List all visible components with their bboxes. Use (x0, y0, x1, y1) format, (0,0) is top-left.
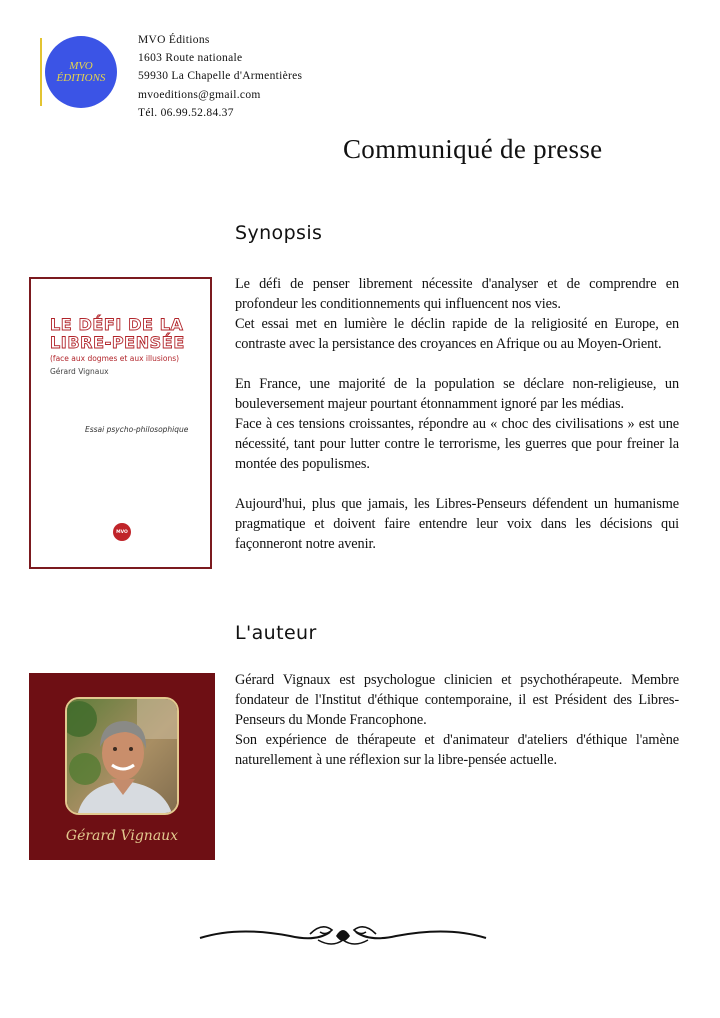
author-signature: Gérard Vignaux (65, 828, 179, 844)
logo-accent-bar (40, 38, 42, 106)
synopsis-paragraph: Cet essai met en lumière le déclin rapide de la religiosité en Europe, en contraste avec la persistance des croyances en Afrique ou au Moyen-Orient. (235, 316, 679, 352)
book-subtitle: (face aux dogmes et aux illusions) (50, 354, 180, 363)
book-genre: Essai psycho-philosophique (85, 425, 189, 434)
logo-circle (45, 36, 117, 108)
author-portrait-icon (67, 699, 179, 815)
synopsis-paragraph: Le défi de penser librement nécessite d'analyser et de comprendre en profondeur les conditionnements qui influencent nos vies. (235, 276, 679, 312)
publisher-badge-icon: MVO (113, 523, 131, 541)
book-title-line2: LIBRE-PENSÉE (50, 333, 185, 352)
book-title (50, 316, 185, 352)
publisher-email[interactable]: mvoeditions@gmail.com (138, 88, 261, 101)
publisher-phone: Tél. 06.99.52.84.37 (138, 106, 234, 119)
page-title: Communiqué de presse (343, 134, 603, 164)
flourish-divider (198, 918, 488, 952)
book-title-line1: LE DÉFI DE LA (50, 315, 184, 334)
author-heading: L'auteur (235, 622, 317, 644)
synopsis-text (235, 274, 679, 554)
synopsis-paragraph: Face à ces tensions croissantes, répondre au « choc des civilisations » est une nécessité, tant pour lutter contre le terrorisme, les guerres que pour freiner la montée des populismes. (235, 416, 679, 472)
author-paragraph: Gérard Vignaux est psychologue clinicien et psychothérapeute. Membre fondateur de l'Institut d'éthique contemporaine, il est Président des Libres-Penseurs du Monde Francophone. (235, 672, 679, 728)
publisher-logo (40, 34, 120, 112)
publisher-street: 1603 Route nationale (138, 52, 243, 65)
logo-line2: ÉDITIONS (56, 72, 106, 84)
publisher-name: MVO Éditions (138, 34, 210, 46)
author-paragraph: Son expérience de thérapeute et d'animateur d'ateliers d'éthique l'amène naturellement à une réflexion sur la libre-pensée actuelle. (235, 732, 679, 768)
publisher-city: 59930 La Chapelle d'Armentières (138, 70, 303, 83)
book-author: Gérard Vignaux (50, 367, 109, 376)
synopsis-heading: Synopsis (235, 222, 323, 244)
book-cover (29, 277, 212, 569)
publisher-contact (138, 31, 302, 122)
author-text (235, 670, 679, 770)
logo-line1: MVO (69, 60, 93, 72)
author-card (29, 673, 215, 860)
synopsis-paragraph: En France, une majorité de la population se déclare non-religieuse, un bouleversement majeur pourtant étonnamment ignoré par les médias. (235, 376, 679, 412)
synopsis-paragraph: Aujourd'hui, plus que jamais, les Libres-Penseurs défendent un humanisme pragmatique et doivent faire entendre leur voix dans les décisions qui façonneront notre avenir. (235, 496, 679, 552)
author-photo (65, 697, 179, 815)
